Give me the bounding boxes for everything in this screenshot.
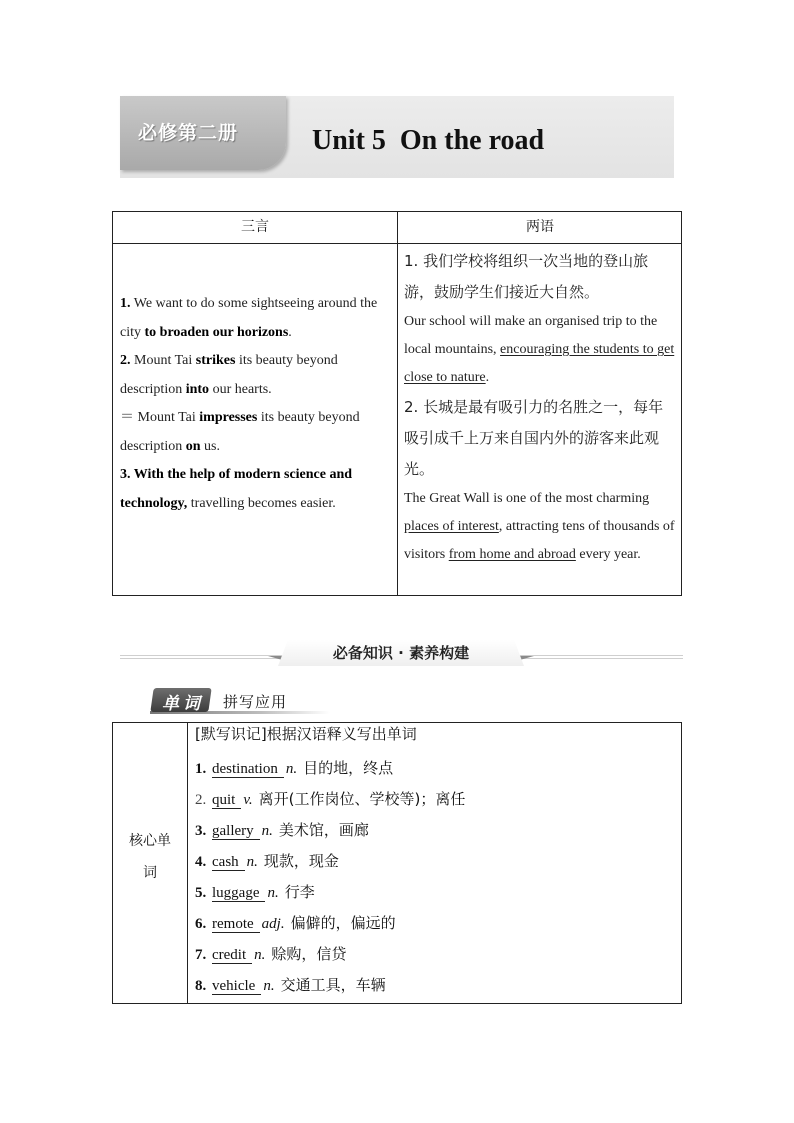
- sentence-text: travelling becomes easier.: [187, 495, 336, 511]
- meaning: 赊购，信贷: [271, 945, 347, 963]
- sentence-number: 2.: [120, 353, 131, 368]
- item-number: 8.: [195, 978, 207, 994]
- section-title: 必备知识 · 素养构建: [332, 644, 470, 662]
- answer-word: quit: [212, 792, 241, 809]
- sentence-text: every year.: [575, 547, 641, 562]
- sentence-text: us.: [200, 438, 220, 454]
- sentence-text: .: [288, 324, 292, 340]
- sentence-3: [120, 461, 392, 518]
- sentence-text: , attracting tens of thousands of visitors: [404, 519, 675, 562]
- list-item: [195, 939, 675, 970]
- category-label-line-2: 词: [143, 865, 157, 881]
- column-divider: [187, 723, 188, 1003]
- sentence-text: our hearts.: [209, 381, 272, 397]
- answer-word: remote: [212, 916, 260, 933]
- item-number: 4.: [195, 854, 207, 870]
- part-of-speech: adj.: [261, 916, 285, 932]
- list-item: [195, 846, 675, 877]
- meaning: 现款，现金: [263, 852, 339, 870]
- item-number: 1.: [195, 761, 207, 777]
- list-item: [195, 908, 675, 939]
- list-item: [195, 815, 675, 846]
- column-header-right: 两语: [526, 219, 554, 235]
- sentence-2-equivalent: [120, 404, 392, 461]
- answer-word: gallery: [212, 823, 260, 840]
- page-title: Unit 5 On the road: [312, 125, 545, 156]
- list-item: [195, 970, 675, 1001]
- answer-word: luggage: [212, 885, 265, 902]
- meaning: 交通工具，车辆: [280, 976, 386, 994]
- volume-tab-label: 必修第二册: [138, 122, 239, 144]
- sentence-text: ＝ Mount Tai: [120, 410, 200, 425]
- part-of-speech: n.: [285, 761, 298, 777]
- item-number: 2.: [195, 792, 207, 808]
- column-header-left: 三言: [241, 219, 269, 235]
- sentence-text: The Great Wall is one of the most charming: [404, 491, 650, 506]
- vocab-instruction: [默写识记]根据汉语释义写出单词: [195, 725, 417, 743]
- sentence-text: Mount Tai: [130, 353, 196, 368]
- list-item: [195, 784, 675, 815]
- key-phrase: impresses: [199, 410, 258, 425]
- answer-word: credit: [212, 947, 252, 964]
- three-sentences: [120, 290, 392, 518]
- key-phrase: into: [185, 381, 210, 397]
- part-of-speech: v.: [243, 792, 253, 808]
- column-divider: [397, 212, 398, 595]
- item-number: 5.: [195, 885, 207, 901]
- item-number: 7.: [195, 947, 207, 963]
- sentence-text: its beauty beyond description: [120, 410, 360, 454]
- translation-2-chinese: 2. 长城是最有吸引力的名胜之一，每年吸引成千上万来自国内外的游客来此观光。: [404, 398, 664, 478]
- key-phrase: on: [185, 438, 201, 454]
- meaning: 美术馆，画廊: [278, 821, 369, 839]
- list-item: [195, 753, 675, 784]
- vocab-table: [112, 722, 682, 1004]
- sentence-2: [120, 347, 392, 404]
- item-number: 3.: [195, 823, 207, 839]
- answer-blank: encouraging the students to get close to nature: [404, 342, 675, 385]
- meaning: 行李: [284, 883, 315, 901]
- answer-word: destination: [212, 761, 284, 778]
- answer-blank: from home and abroad: [448, 547, 576, 562]
- key-phrase: strikes: [195, 353, 236, 368]
- answer-word: vehicle: [212, 978, 261, 995]
- vocab-heading-title: 拼写应用: [223, 693, 288, 711]
- sentence-text: .: [485, 370, 490, 385]
- meaning: 目的地，终点: [303, 759, 394, 777]
- part-of-speech: n.: [261, 823, 273, 839]
- sentence-text: Our school will make an organised trip to the local mountains,: [404, 314, 658, 357]
- meaning: 离开(工作岗位、学校等)；离任: [258, 790, 466, 808]
- key-phrase: 3. With the help of modern science and technology,: [120, 467, 353, 511]
- vocab-list: [195, 723, 675, 1001]
- sentence-1: [120, 290, 392, 347]
- sentence-text: We want to do some sightseeing around the city: [120, 296, 378, 340]
- header-divider: [113, 243, 681, 244]
- part-of-speech: n.: [254, 947, 266, 963]
- answer-blank: places of interest: [404, 519, 499, 534]
- part-of-speech: n.: [246, 854, 258, 870]
- vocab-badge-label: 单词: [162, 694, 204, 714]
- part-of-speech: n.: [263, 978, 275, 994]
- vocab-category-label: [113, 825, 187, 889]
- sentence-number: 1.: [120, 296, 131, 311]
- meaning: 偏僻的，偏远的: [290, 914, 396, 932]
- answer-word: cash: [212, 854, 245, 871]
- list-item: [195, 877, 675, 908]
- translation-1-english: [404, 308, 676, 392]
- sentence-text: its beauty beyond description: [120, 353, 338, 397]
- category-label-line-1: 核心单: [129, 833, 171, 849]
- part-of-speech: n.: [267, 885, 279, 901]
- item-number: 6.: [195, 916, 207, 932]
- translation-2-english: [404, 485, 676, 569]
- key-phrase: to broaden our horizons: [144, 324, 289, 340]
- phrases-table: [112, 211, 682, 596]
- two-translations: [404, 246, 676, 569]
- translation-1-chinese: 1. 我们学校将组织一次当地的登山旅游，鼓励学生们接近大自然。: [404, 252, 649, 301]
